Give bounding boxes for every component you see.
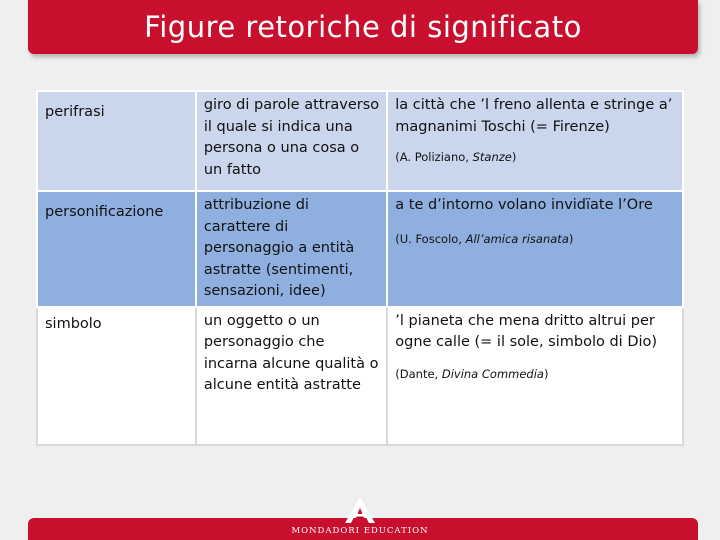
source-author: (Dante, [395, 366, 442, 381]
example-quote: ’l pianeta che mena dritto altrui per ogne calle (= il sole, simbolo di Dio) [395, 312, 658, 350]
page-title: Figure retoriche di significato [144, 10, 582, 44]
source-author: (U. Foscolo, [395, 231, 466, 246]
example-source [395, 366, 675, 382]
term-cell: perifrasi [37, 91, 196, 191]
term-cell: simbolo [37, 307, 196, 445]
example-cell [387, 91, 683, 191]
mondadori-a-icon [342, 496, 378, 524]
title-bar [28, 0, 698, 54]
example-quote: a te d’intorno volano invidïate l’Ore [395, 197, 653, 213]
example-cell [387, 307, 683, 445]
term-cell: personificazione [37, 191, 196, 307]
example-quote: la città che ’l freno allenta e stringe a’ magnanimi Toschi (= Firenze) [395, 97, 673, 135]
source-end: ) [511, 150, 517, 164]
table-row [37, 191, 683, 307]
source-work: All’amica risanata [465, 231, 569, 246]
definition-cell: attribuzione di carattere di personaggio a entità astratte (sentimenti, sensazioni, idee) [196, 191, 387, 307]
source-end: ) [568, 231, 574, 246]
source-work: Divina Commedia [441, 366, 544, 381]
definition-cell: un oggetto o un personaggio che incarna alcune qualità o alcune entità astratte [196, 307, 387, 445]
example-cell [387, 191, 683, 307]
figures-table [36, 90, 684, 446]
source-end: ) [543, 366, 549, 381]
table-row [37, 307, 683, 445]
mondadori-logo [0, 496, 720, 540]
table-row [37, 91, 683, 191]
logo-text: MONDADORI EDUCATION [291, 526, 429, 536]
source-author: (A. Poliziano, [395, 150, 473, 164]
example-source [395, 149, 675, 165]
example-source [395, 231, 675, 247]
source-work: Stanze [472, 150, 512, 164]
definition-cell: giro di parole attraverso il quale si indica una persona o una cosa o un fatto [196, 91, 387, 191]
